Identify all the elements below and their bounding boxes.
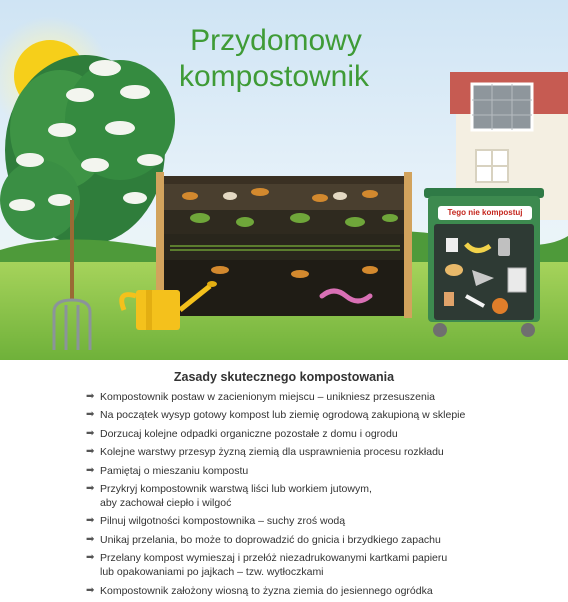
rule-text-continued: lub opakowaniami po jajkach – tzw. wytłoczkami (100, 566, 324, 579)
arrow-right-icon: ➡ (86, 464, 95, 476)
rule-text: Pamiętaj o mieszaniu kompostu (100, 464, 249, 477)
rule-text: Kompostownik postaw w zacienionym miejscu – unikniesz przesuszenia (100, 391, 435, 403)
rule-text: Przelany kompost wymieszaj i przełóż niezadrukowanymi kartkami papieru (100, 552, 448, 565)
rule-item (86, 584, 465, 598)
arrow-right-icon: ➡ (86, 391, 95, 402)
rule-text: Unikaj przelania, bo może to doprowadzić do gnicia i brzydkiego zapachu (100, 533, 441, 546)
rules-heading: Zasady skutecznego kompostowania (173, 370, 395, 384)
rule-text: Przykryj kompostownik warstwą liści lub workiem jutowym, (100, 482, 372, 495)
rule-item (86, 390, 465, 404)
rule-text: Kompostownik założony wiosną to żyzna ziemia do jesiennego ogródka (100, 584, 433, 597)
arrow-right-icon: ➡ (86, 533, 95, 545)
rule-item (86, 464, 465, 478)
rule-item (86, 445, 465, 459)
rule-item (86, 551, 465, 579)
arrow-right-icon: ➡ (86, 409, 95, 421)
rule-text: Dorzucaj kolejne odpadki organiczne pozostałe z domu i ogrodu (100, 427, 398, 440)
arrow-right-icon: ➡ (86, 584, 95, 596)
rule-text: Kolejne warstwy przesyp żyzną ziemią dla usprawnienia procesu rozkładu (100, 446, 444, 459)
rule-item (86, 408, 465, 422)
bin-warning-label: Tego nie kompostuj (438, 206, 532, 220)
rule-item (86, 427, 465, 441)
rule-item (86, 514, 465, 528)
arrow-right-icon: ➡ (86, 482, 95, 494)
rule-item (86, 533, 465, 547)
page-title-line1: Przydomowy (190, 24, 362, 57)
arrow-right-icon: ➡ (86, 552, 95, 564)
rules-list (86, 390, 465, 602)
arrow-right-icon: ➡ (86, 515, 95, 527)
arrow-right-icon: ➡ (86, 427, 95, 439)
rule-text-continued: aby zachował ciepło i wilgoć (100, 496, 232, 509)
page-title-line2: kompostownik (178, 60, 370, 93)
rule-text: Pilnuj wilgotności kompostownika – suchy zroś wodą (100, 515, 346, 528)
rule-item (86, 482, 465, 510)
rules-section (0, 360, 568, 602)
rule-text: Na początek wysyp gotowy kompost lub ziemię ogrodową zakupioną w sklepie (100, 409, 466, 422)
arrow-right-icon: ➡ (86, 446, 95, 458)
